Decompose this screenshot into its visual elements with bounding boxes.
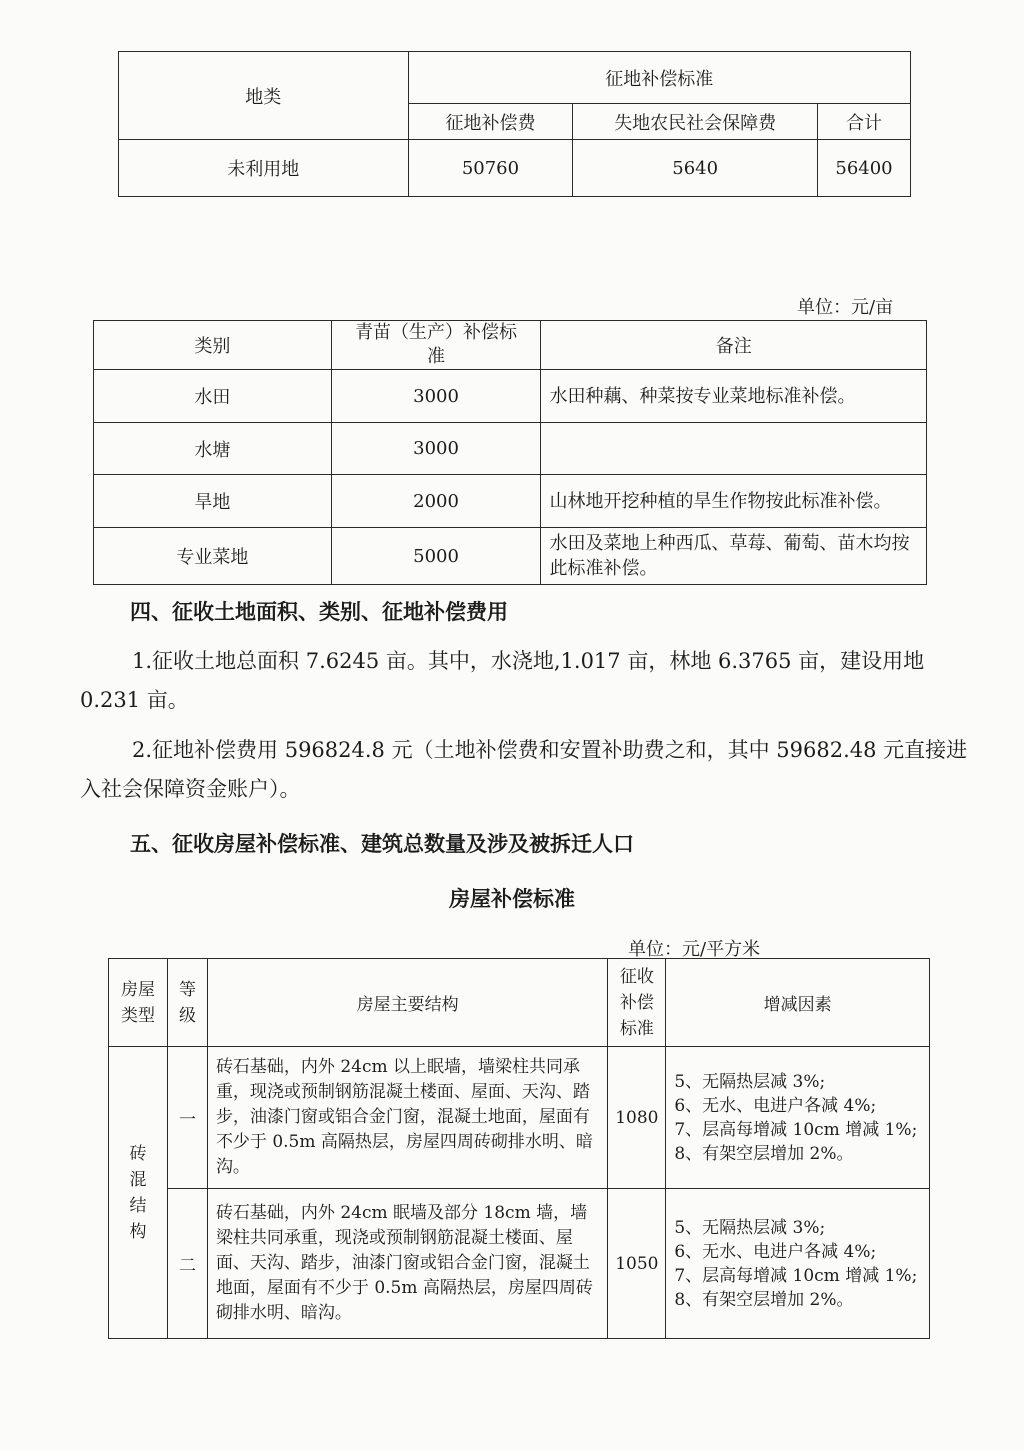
crop-compensation-table xyxy=(93,320,927,585)
factor-item: 5、无隔热层减 3%; xyxy=(674,1071,826,1092)
table-row xyxy=(109,1189,930,1339)
unit-label: 单位：元/平方米 xyxy=(628,939,761,960)
header-total: 合计 xyxy=(818,104,911,140)
cell-note: 水田及菜地上种西瓜、草莓、葡萄、苗木均按此标准补偿。 xyxy=(541,528,927,585)
cell-category: 旱地 xyxy=(94,475,332,528)
header-note: 备注 xyxy=(541,321,927,370)
header-land-type: 地类 xyxy=(119,52,409,140)
cell-grade: 二 xyxy=(167,1189,207,1339)
cell-total: 56400 xyxy=(818,140,911,197)
unit-label: 单位：元/亩 xyxy=(797,297,894,318)
house-type-label: 砖混结构 xyxy=(129,1143,147,1242)
factor-item: 6、无水、电进户各减 4%; xyxy=(674,1095,877,1116)
factor-item: 8、有架空层增加 2%。 xyxy=(674,1289,854,1310)
header-factors: 增减因素 xyxy=(666,959,930,1047)
section-five-heading: 五、征收房屋补偿标准、建筑总数量及涉及被拆迁人口 xyxy=(130,831,634,856)
header-crop-standard: 青苗（生产）补偿标准 xyxy=(331,321,541,370)
header-grade: 等级 xyxy=(167,959,207,1047)
cell-note: 水田种藕、种菜按专业菜地标准补偿。 xyxy=(541,370,927,423)
cell-standard: 5000 xyxy=(331,528,541,585)
cell-grade: 一 xyxy=(167,1047,207,1189)
table-row xyxy=(94,370,927,423)
factor-item: 5、无隔热层减 3%; xyxy=(674,1217,826,1238)
cell-land-fee: 50760 xyxy=(408,140,573,197)
cell-category: 水田 xyxy=(94,370,332,423)
cell-category: 水塘 xyxy=(94,423,332,475)
paragraph-fee: 2.征地补偿费用 596824.8 元（土地补偿费和安置补助费之和，其中 59682.48 元直接进入社会保障资金账户）。 xyxy=(80,738,968,801)
cell-standard: 1080 xyxy=(608,1047,666,1189)
header-compensation-standard: 征地补偿标准 xyxy=(408,52,910,104)
table-title: 房屋补偿标准 xyxy=(449,886,575,911)
cell-house-type xyxy=(109,1047,168,1339)
cell-note: 山林地开挖种植的旱生作物按此标准补偿。 xyxy=(541,475,927,528)
house-compensation-table xyxy=(108,958,930,1339)
header-social-security-fee: 失地农民社会保障费 xyxy=(573,104,818,140)
cell-standard: 3000 xyxy=(331,370,541,423)
table-row xyxy=(94,528,927,585)
cell-note xyxy=(541,423,927,475)
land-compensation-table xyxy=(118,51,911,197)
header-category: 类别 xyxy=(94,321,332,370)
factor-item: 7、层高每增减 10cm 增减 1%; xyxy=(674,1119,918,1140)
header-land-fee: 征地补偿费 xyxy=(408,104,573,140)
cell-standard: 3000 xyxy=(331,423,541,475)
cell-standard: 1050 xyxy=(608,1189,666,1339)
cell-structure: 砖石基础，内外 24cm 以上眠墙，墙梁柱共同承重，现浇或预制钢筋混凝土楼面、屋面、天沟、踏步，油漆门窗或铝合金门窗，混凝土地面，屋面有不少于 0.5m 高隔热层，房屋四周砖砌排水明、暗沟。 xyxy=(207,1047,607,1189)
cell-social-fee: 5640 xyxy=(573,140,818,197)
table-row xyxy=(94,423,927,475)
factor-item: 8、有架空层增加 2%。 xyxy=(674,1143,854,1164)
cell-factors xyxy=(666,1189,930,1339)
cell-category: 专业菜地 xyxy=(94,528,332,585)
factor-item: 7、层高每增减 10cm 增减 1%; xyxy=(674,1265,918,1286)
header-house-type: 房屋类型 xyxy=(109,959,168,1047)
factor-item: 6、无水、电进户各减 4%; xyxy=(674,1241,877,1262)
section-four-heading: 四、征收土地面积、类别、征地补偿费用 xyxy=(130,599,508,624)
cell-standard: 2000 xyxy=(331,475,541,528)
table-row xyxy=(109,1047,930,1189)
header-standard: 征收补偿标准 xyxy=(608,959,666,1047)
cell-land-type: 未利用地 xyxy=(119,140,409,197)
cell-factors xyxy=(666,1047,930,1189)
cell-structure: 砖石基础，内外 24cm 眠墙及部分 18cm 墙，墙梁柱共同承重，现浇或预制钢筋混凝土楼面、屋面、天沟、踏步，油漆门窗或铝合金门窗，混凝土地面，屋面有不少于 0.5m 高隔热层，房屋四周砖砌排水明、暗沟。 xyxy=(207,1189,607,1339)
header-structure: 房屋主要结构 xyxy=(207,959,607,1047)
table-row xyxy=(94,475,927,528)
paragraph-area: 1.征收土地总面积 7.6245 亩。其中，水浇地,1.017 亩，林地 6.3765 亩，建设用地 0.231 亩。 xyxy=(80,649,925,712)
